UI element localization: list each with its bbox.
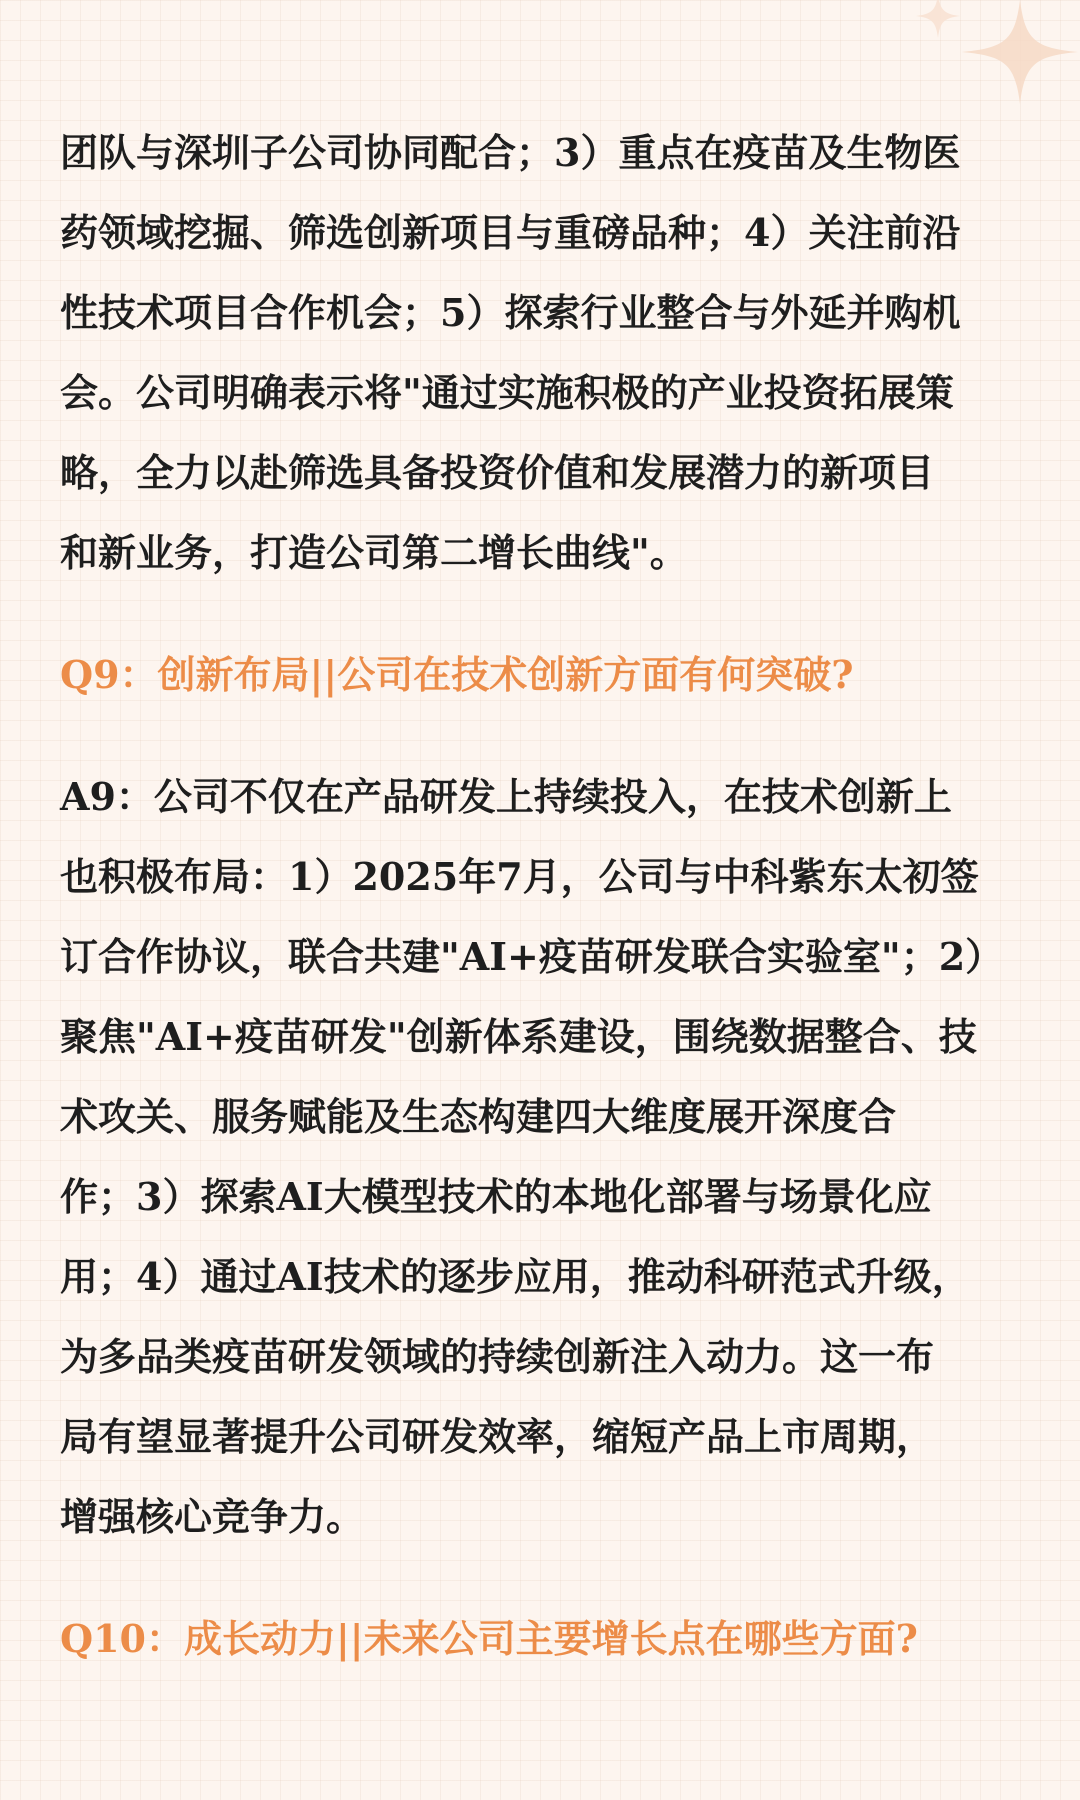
answer-8-continuation: 团队与深圳子公司协同配合；3）重点在疫苗及生物医 药领域挖掘、筛选创新项目与重磅品种；4）关注前沿 性技术项目合作机会；5）探索行业整合与外延并购机 会。公司明确表示将"通过实施积极的产业投资拓展策 略，全力以赴筛选具备投资价值和发展潜力的新项目 和新业务，打造公司第二增长曲线"。 (60, 130, 961, 575)
question-10-heading: Q10：成长动力||未来公司主要增长点在哪些方面? (60, 1616, 918, 1661)
answer-9-paragraph: A9：公司不仅在产品研发上持续投入，在技术创新上 也积极布局：1）2025年7月，公司与中科紫东太初签 订合作协议，联合共建"AI+疫苗研发联合实验室"；2） 聚焦"AI+疫苗研发"创新体系建设，围绕数据整合、技 术攻关、服务赋能及生态构建四大维度展开深度合 作；3）探索AI大模型技术的本地化部署与场景化应 用；4）通过AI技术的逐步应用，推动科研范式升级， 为多品类疫苗研发领域的持续创新注入动力。这一布 局有望显著提升公司研发效率，缩短产品上市周期， 增强核心竞争力。 (60, 774, 1004, 1539)
article-content (60, 113, 1020, 1679)
question-9-heading: Q9：创新布局||公司在技术创新方面有何突破? (60, 652, 854, 697)
